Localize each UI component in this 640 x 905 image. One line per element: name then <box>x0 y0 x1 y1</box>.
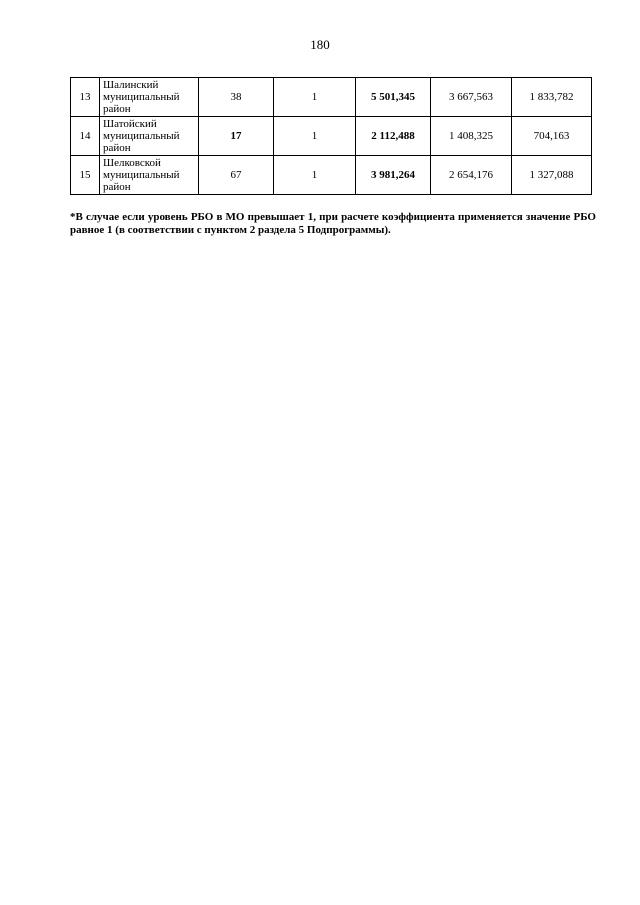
row-number: 13 <box>71 78 100 117</box>
page-number: 180 <box>310 37 330 52</box>
row-number: 14 <box>71 117 100 156</box>
value-e: 704,163 <box>512 117 592 156</box>
table-row <box>71 78 592 117</box>
table-row <box>71 117 592 156</box>
value-e: 1 833,782 <box>512 78 592 117</box>
row-number: 15 <box>71 156 100 195</box>
data-table <box>70 77 592 195</box>
value-b: 1 <box>274 78 356 117</box>
value-c: 2 112,488 <box>356 117 431 156</box>
district-name: Шалинский муниципальный район <box>100 78 199 117</box>
value-a: 67 <box>199 156 274 195</box>
table-row <box>71 156 592 195</box>
value-b: 1 <box>274 156 356 195</box>
footnote: *В случае если уровень РБО в МО превышает 1, при расчете коэффициента применяется значение РБО равное 1 (в соответствии с пунктом 2 раздела 5 Подпрограммы). <box>70 211 596 236</box>
value-c: 3 981,264 <box>356 156 431 195</box>
district-name: Шелковской муниципальный район <box>100 156 199 195</box>
value-a: 17 <box>199 117 274 156</box>
value-d: 3 667,563 <box>431 78 512 117</box>
value-d: 2 654,176 <box>431 156 512 195</box>
value-c: 5 501,345 <box>356 78 431 117</box>
district-name: Шатойский муниципальный район <box>100 117 199 156</box>
value-b: 1 <box>274 117 356 156</box>
value-a: 38 <box>199 78 274 117</box>
value-e: 1 327,088 <box>512 156 592 195</box>
value-d: 1 408,325 <box>431 117 512 156</box>
